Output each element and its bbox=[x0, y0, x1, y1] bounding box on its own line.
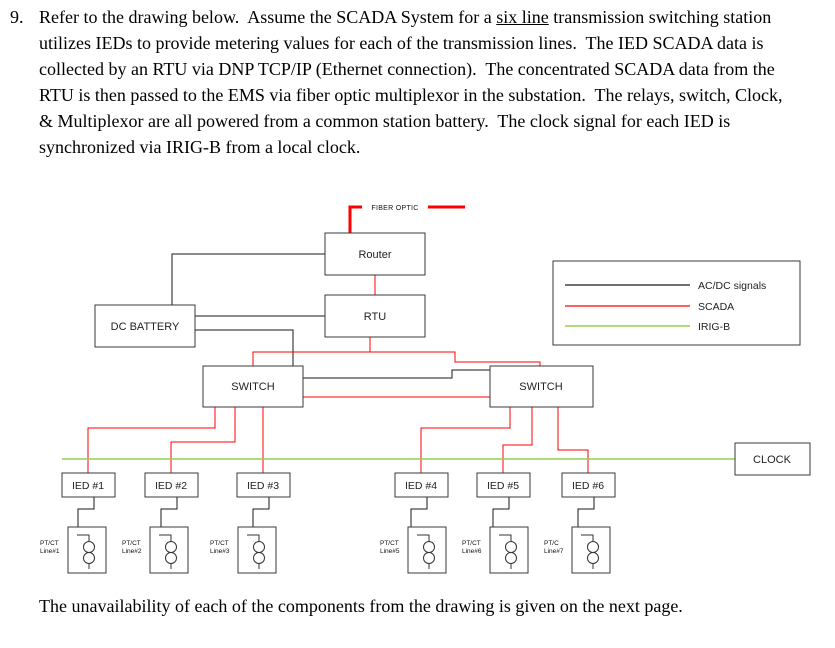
rtu-to-left-switch-line bbox=[253, 337, 370, 366]
switch-to-ied4-line bbox=[421, 407, 510, 473]
rtu-box bbox=[325, 295, 425, 337]
ied-ptct-connectors bbox=[78, 497, 594, 527]
switch-to-ied1-line bbox=[88, 407, 215, 473]
question bbox=[10, 4, 802, 160]
switch-to-ied5-line bbox=[503, 407, 532, 473]
ied-boxes bbox=[62, 473, 615, 497]
ptct-4 bbox=[380, 527, 446, 573]
ptct-2 bbox=[122, 527, 188, 573]
question-text bbox=[39, 4, 799, 160]
ptct-5-type-label: PT/CT bbox=[462, 540, 481, 547]
dc-battery-label: DC BATTERY bbox=[110, 321, 180, 333]
ied2-ptct-connector bbox=[161, 497, 177, 527]
ptct-6 bbox=[544, 527, 610, 573]
switch-left-label: SWITCH bbox=[231, 381, 275, 393]
switch-left-box bbox=[203, 366, 303, 407]
ptct-3-line-label: Line#3 bbox=[210, 548, 230, 555]
ied1-ptct-connector bbox=[78, 497, 94, 527]
clock-box bbox=[735, 443, 810, 475]
switch-to-ied6-line bbox=[558, 407, 588, 473]
ptct-3 bbox=[210, 527, 276, 573]
ptct-1 bbox=[40, 527, 106, 573]
legend-scada-label: SCADA bbox=[698, 301, 735, 313]
ied-1-box bbox=[62, 473, 115, 497]
ptct-1-line-label: Line#1 bbox=[40, 548, 60, 555]
ied6-ptct-connector bbox=[578, 497, 594, 527]
ied-6-box bbox=[562, 473, 615, 497]
question-text-part1: Refer to the drawing below. Assume the SCADA System for a bbox=[39, 7, 497, 27]
ied5-ptct-connector bbox=[493, 497, 509, 527]
dc-battery-box bbox=[95, 305, 195, 347]
fiber-optic-label: FIBER OPTIC bbox=[371, 205, 419, 212]
ptct-5-line-label: Line#6 bbox=[462, 548, 482, 555]
rtu-label: RTU bbox=[363, 311, 387, 323]
legend-irigb-label: IRIG-B bbox=[698, 321, 731, 333]
scada-one-line-diagram bbox=[0, 195, 835, 595]
ied-6-label: IED #6 bbox=[571, 480, 605, 492]
ptct-6-type-label: PT/C bbox=[544, 540, 559, 547]
ied-5-box bbox=[477, 473, 530, 497]
footer-text: The unavailability of each of the components from the drawing is given on the next page. bbox=[39, 596, 683, 616]
ptct-2-line-label: Line#2 bbox=[122, 548, 142, 555]
ied-4-box bbox=[395, 473, 448, 497]
ied-3-label: IED #3 bbox=[246, 480, 280, 492]
ptct-1-type-label: PT/CT bbox=[40, 540, 59, 547]
question-text-part2: transmission switching station utilizes IEDs to provide metering values for each of the transmission lines. The IED SCADA data is collected by an RTU via DNP TCP/IP (Ethernet connection). The concentrated SCADA data from the RTU is then passed to the EMS via fiber optic multiplexor in the substation. The relays, switch, Clock, & Multiplexor are all powered from a common station battery. The clock signal for each IED is synchronized via IRIG-B from a local clock. bbox=[39, 7, 787, 157]
question-number: 9. bbox=[10, 7, 24, 27]
router-label: Router bbox=[358, 249, 392, 261]
ptct-2-type-label: PT/CT bbox=[122, 540, 141, 547]
legend-acdc-label: AC/DC signals bbox=[698, 280, 767, 292]
ptct-6-line-label: Line#7 bbox=[544, 548, 564, 555]
switch-right-box bbox=[490, 366, 593, 407]
ied-5-label: IED #5 bbox=[486, 480, 520, 492]
ied-4-label: IED #4 bbox=[404, 480, 438, 492]
ied-1-label: IED #1 bbox=[71, 480, 105, 492]
switch-right-label: SWITCH bbox=[519, 381, 563, 393]
rtu-to-right-switch-line bbox=[370, 352, 540, 366]
ied-3-box bbox=[237, 473, 290, 497]
switch-to-ied2-line bbox=[171, 407, 235, 473]
clock-label: CLOCK bbox=[753, 454, 791, 466]
ied4-ptct-connector bbox=[411, 497, 427, 527]
ied-2-label: IED #2 bbox=[154, 480, 188, 492]
legend-box bbox=[553, 261, 800, 345]
router-box bbox=[325, 233, 425, 275]
ied3-ptct-connector bbox=[253, 497, 269, 527]
switch-to-switch-power-line bbox=[303, 370, 490, 378]
ptct-3-type-label: PT/CT bbox=[210, 540, 229, 547]
battery-to-left-switch-line bbox=[195, 330, 293, 366]
ptct-boxes bbox=[40, 527, 610, 573]
question-text-underlined: six line bbox=[496, 7, 549, 27]
ptct-5 bbox=[462, 527, 528, 573]
ied-2-box bbox=[145, 473, 198, 497]
battery-to-router-line bbox=[172, 254, 325, 305]
ptct-4-line-label: Line#5 bbox=[380, 548, 400, 555]
ptct-4-type-label: PT/CT bbox=[380, 540, 399, 547]
legend bbox=[553, 261, 800, 345]
